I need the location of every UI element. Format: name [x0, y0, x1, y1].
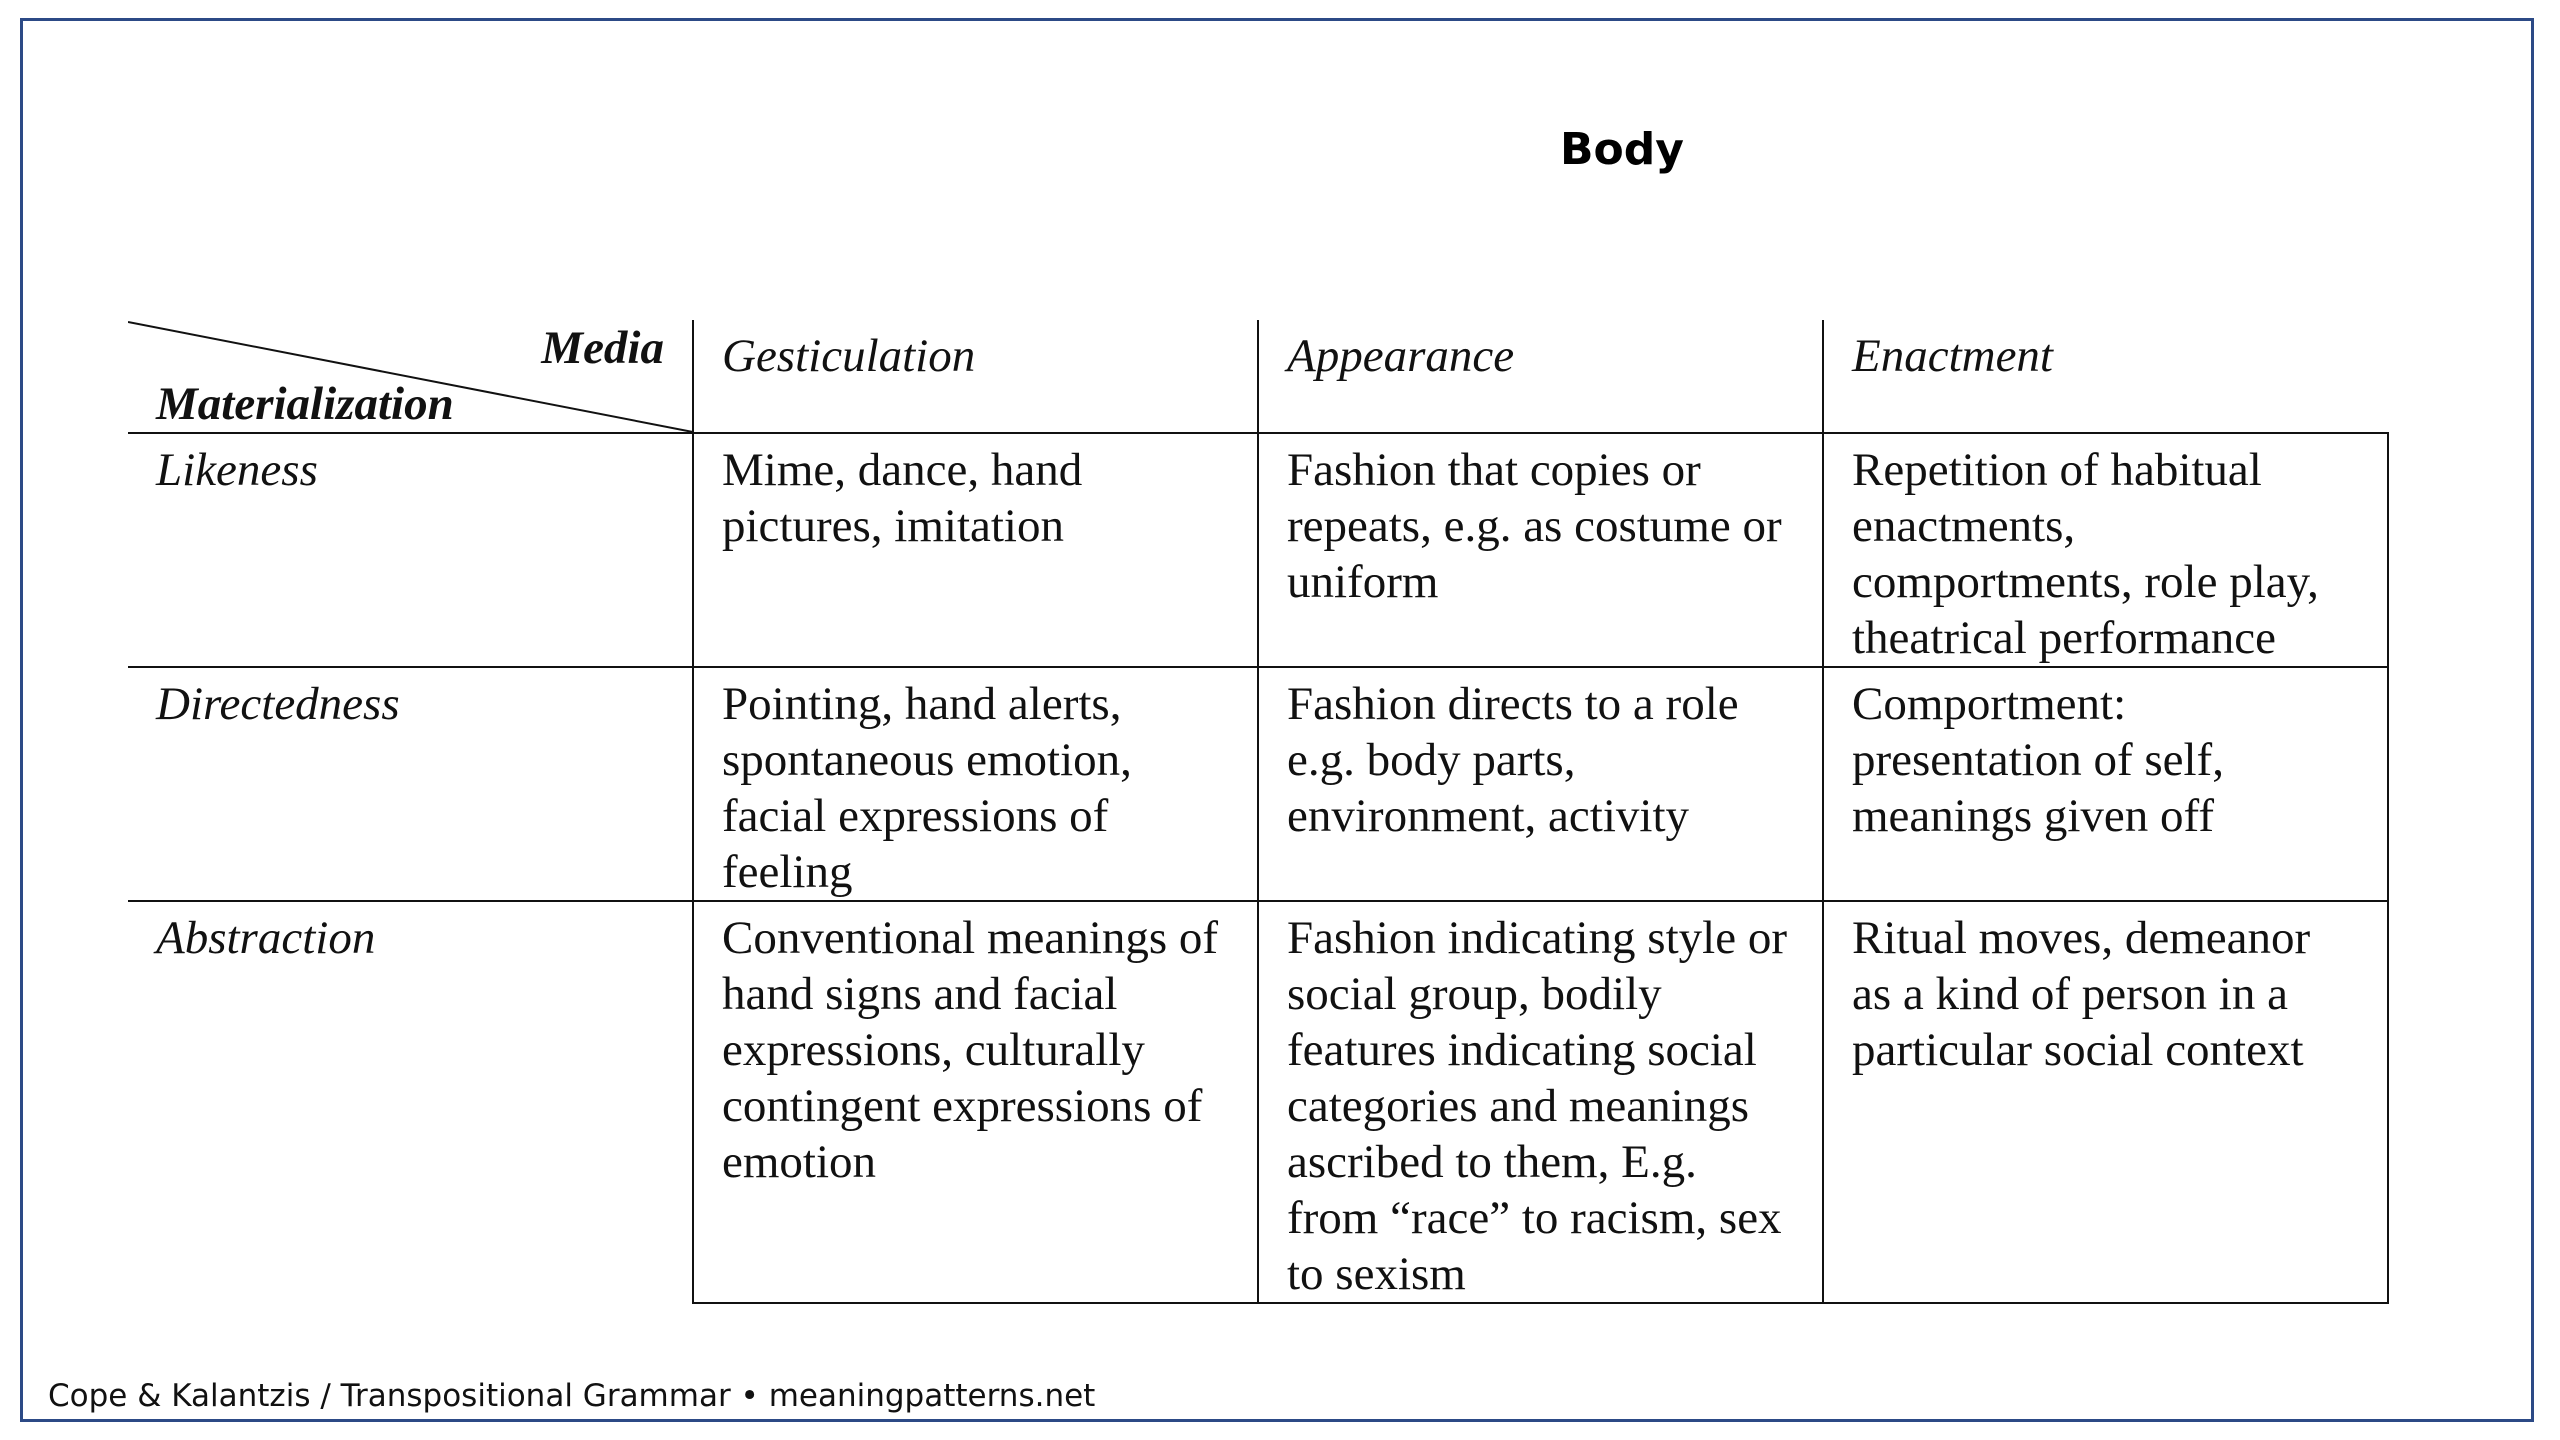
table-cell: Pointing, hand alerts, spontaneous emotion, facial expressions of feeling [693, 667, 1258, 901]
table-cell: Mime, dance, hand pictures, imitation [693, 433, 1258, 667]
column-header-enactment: Enactment [1823, 320, 2388, 433]
table-row-likeness [128, 433, 2388, 667]
table-cell: Conventional meanings of hand signs and facial expressions, culturally contingent expressions of emotion [693, 901, 1258, 1303]
row-header-directedness: Directedness [128, 667, 693, 901]
media-axis-label: Media [541, 322, 664, 374]
table-cell: Fashion that copies or repeats, e.g. as costume or uniform [1258, 433, 1823, 667]
row-header-abstraction: Abstraction [128, 901, 693, 1303]
table-cell: Fashion directs to a role e.g. body parts, environment, activity [1258, 667, 1823, 901]
footer-credit: Cope & Kalantzis / Transpositional Grammar • meaningpatterns.net [48, 1378, 1096, 1414]
corner-header-cell [128, 320, 693, 433]
table-row-directedness [128, 667, 2388, 901]
table-header-row [128, 320, 2388, 433]
table-row-abstraction [128, 901, 2388, 1303]
slide-title: Body [1560, 124, 1684, 175]
table-cell: Ritual moves, demeanor as a kind of person in a particular social context [1823, 901, 2388, 1303]
row-header-likeness: Likeness [128, 433, 693, 667]
body-media-table [128, 320, 2389, 1304]
column-header-gesticulation: Gesticulation [693, 320, 1258, 433]
materialization-axis-label: Materialization [156, 378, 454, 430]
table-cell: Repetition of habitual enactments, comportments, role play, theatrical performance [1823, 433, 2388, 667]
column-header-appearance: Appearance [1258, 320, 1823, 433]
table-cell: Fashion indicating style or social group, bodily features indicating social categories and meanings ascribed to them, E.g. from “race” to racism, sex to sexism [1258, 901, 1823, 1303]
table-cell: Comportment: presentation of self, meanings given off [1823, 667, 2388, 901]
